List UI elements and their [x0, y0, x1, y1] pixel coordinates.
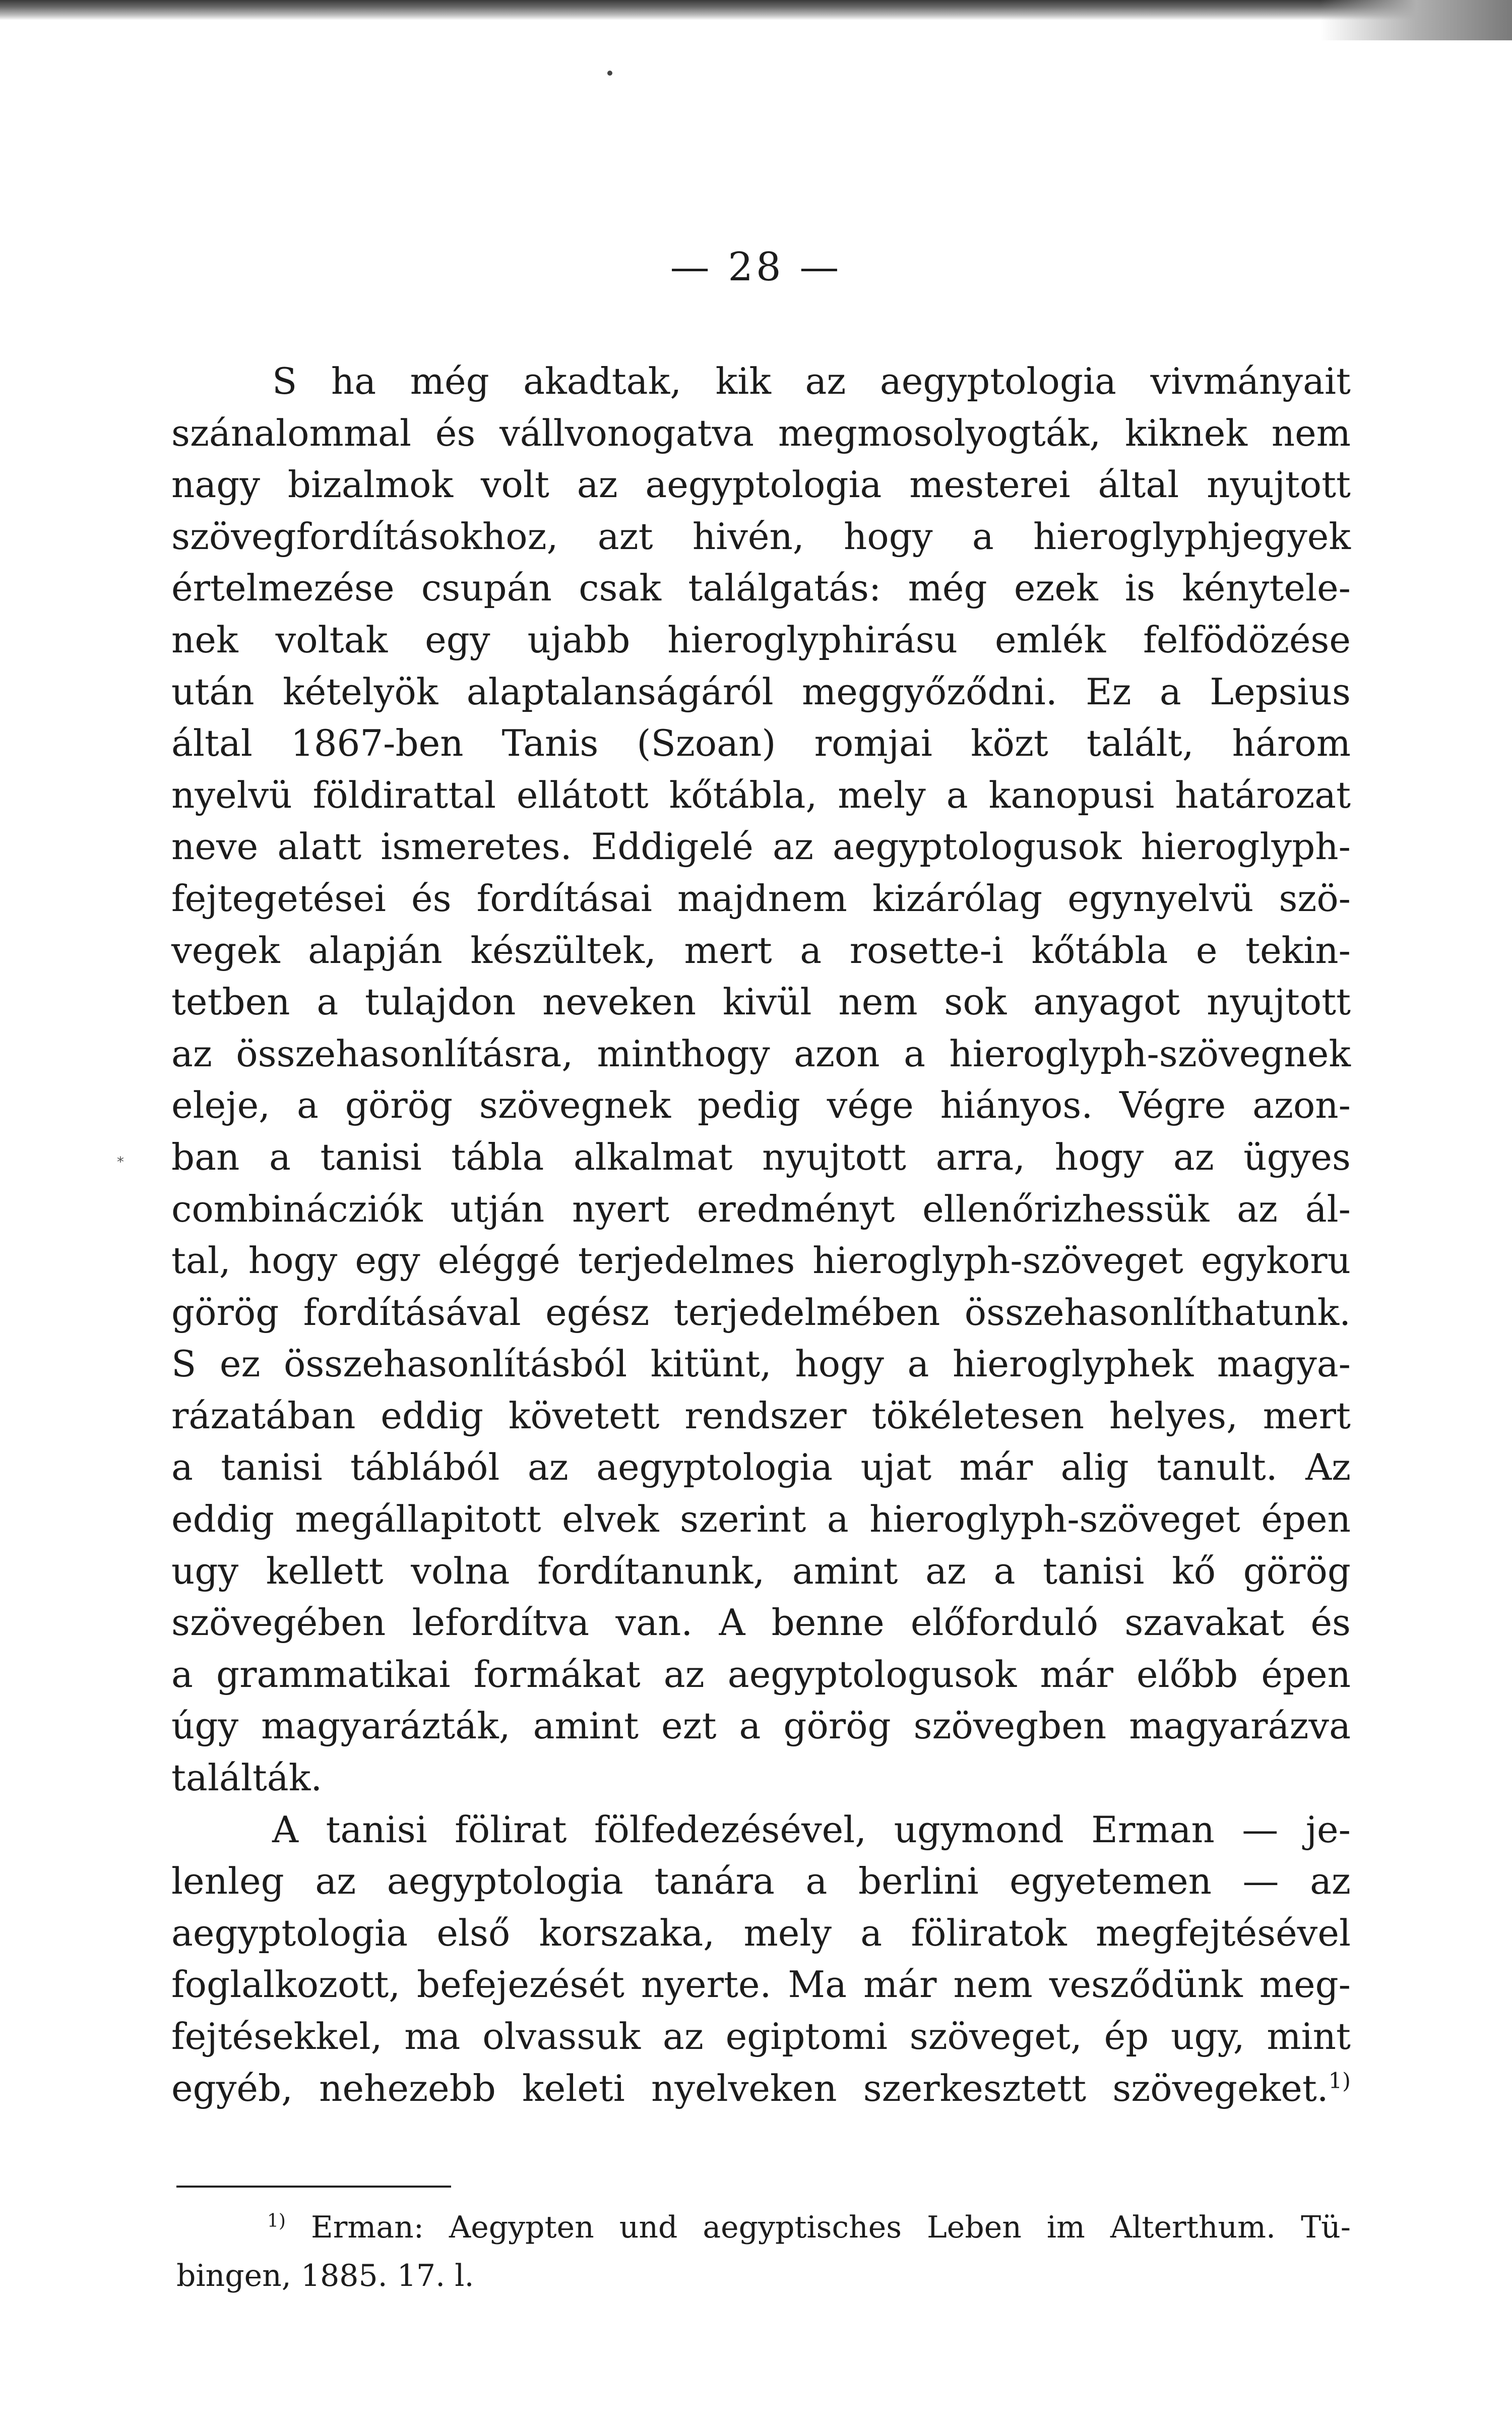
text-line: tal, hogy egy eléggé terjedelmes hieroglyph-szöveget egykoru: [171, 1239, 1351, 1282]
text-line: rázatában eddig követett rendszer tökéletesen helyes, mert: [171, 1394, 1351, 1437]
text-line: szövegében lefordítva van. A benne előforduló szavakat és: [171, 1601, 1351, 1644]
text-line-content: egyéb, nehezebb keleti nyelveken szerkesztett szövegeket.: [171, 2067, 1329, 2109]
footnote-marker: 1): [267, 2211, 286, 2231]
text-line: a tanisi táblából az aegyptologia ujat már alig tanult. Az: [171, 1446, 1351, 1489]
text-line: combinácziók utján nyert eredményt ellenőrizhessük az ál-: [171, 1187, 1351, 1230]
footnote-text: Erman: Aegypten und aegyptisches Leben im Alterthum. Tü-: [310, 2210, 1351, 2245]
footnote-divider: [176, 2186, 451, 2188]
text-line: fejtésekkel, ma olvassuk az egiptomi szöveget, ép ugy, mint: [171, 2015, 1351, 2058]
text-line: S ha még akadtak, kik az aegyptologia vivmányait: [272, 360, 1351, 402]
text-line: szánalommal és vállvonogatva megmosolyogták, kiknek nem: [171, 411, 1351, 454]
text-line: aegyptologia első korszaka, mely a föliratok megfejtésével: [171, 1911, 1351, 1954]
text-line: nek voltak egy ujabb hieroglyphirásu emlék felfödözése: [171, 618, 1351, 661]
footnote-reference: 1): [1328, 2068, 1351, 2094]
text-line: görög fordításával egész terjedelmében összehasonlíthatunk.: [171, 1291, 1351, 1334]
text-line: tetben a tulajdon neveken kivül nem sok anyagot nyujtott: [171, 981, 1351, 1023]
text-line: által 1867-ben Tanis (Szoan) romjai közt talált, három: [171, 722, 1351, 765]
text-line: a grammatikai formákat az aegyptologusok már előbb épen: [171, 1653, 1351, 1696]
text-line: ban a tanisi tábla alkalmat nyujtott arra, hogy az ügyes: [171, 1135, 1351, 1178]
text-line: vegek alapján készültek, mert a rosette-i kőtábla e tekin-: [171, 929, 1351, 972]
text-line: szövegfordításokhoz, azt hivén, hogy a hieroglyphjegyek: [171, 515, 1351, 558]
text-line: találták.: [171, 1757, 323, 1799]
text-line: nyelvü földirattal ellátott kőtábla, mely a kanopusi határozat: [171, 773, 1351, 816]
text-line: eddig megállapitott elvek szerint a hieroglyph-szöveget épen: [171, 1498, 1351, 1541]
body-text: [171, 355, 1351, 2114]
text-line: A tanisi fölirat fölfedezésével, ugymond Erman — je-: [272, 1808, 1351, 1851]
text-line: után kételyök alaptalanságáról meggyőződni. Ez a Lepsius: [171, 670, 1351, 713]
footnote-line: [176, 2203, 1351, 2252]
footnote-line: bingen, 1885. 17. l.: [176, 2258, 474, 2293]
text-line: eleje, a görög szövegnek pedig vége hiányos. Végre azon-: [171, 1084, 1351, 1127]
text-line: értelmezése csupán csak találgatás: még ezek is kénytele-: [171, 567, 1351, 610]
text-line: S ez összehasonlításból kitünt, hogy a hieroglyphek magya-: [171, 1343, 1351, 1385]
text-line: foglalkozott, befejezését nyerte. Ma már nem vesződünk meg-: [171, 1963, 1351, 2006]
text-line: nagy bizalmok volt az aegyptologia mesterei által nyujtott: [171, 463, 1351, 506]
page-number: — 28 —: [670, 245, 842, 290]
scan-top-edge: [0, 0, 1512, 20]
text-line: fejtegetései és fordításai majdnem kizárólag egynyelvü szö-: [171, 877, 1351, 920]
text-line: lenleg az aegyptologia tanára a berlini egyetemen — az: [171, 1860, 1351, 1903]
text-line: neve alatt ismeretes. Eddigelé az aegyptologusok hieroglyph-: [171, 825, 1351, 868]
text-line: ugy kellett volna fordítanunk, amint az a tanisi kő görög: [171, 1549, 1351, 1592]
text-line-with-footnote-ref: [171, 2063, 1351, 2114]
scan-speck: [607, 71, 612, 76]
text-line: úgy magyarázták, amint ezt a görög szövegben magyarázva: [171, 1705, 1351, 1747]
footnote-block: [176, 2203, 1351, 2300]
text-line: az összehasonlításra, minthogy azon a hieroglyph-szövegnek: [171, 1032, 1351, 1075]
stray-mark: *: [117, 1154, 124, 1170]
scan-corner-shadow: [1320, 0, 1512, 40]
